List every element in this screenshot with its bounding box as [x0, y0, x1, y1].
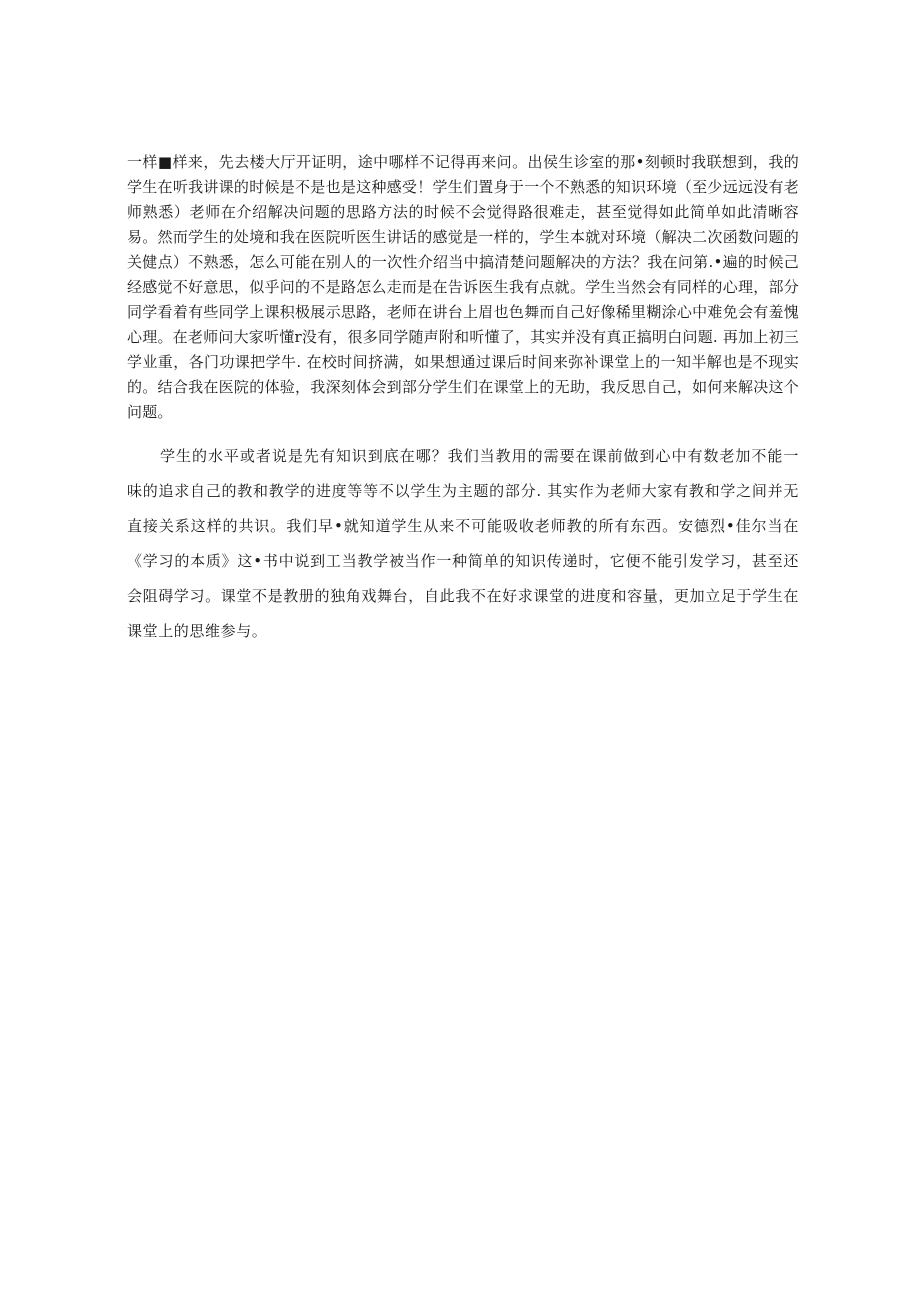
paragraph: 学生的水平或者说是先有知识到底在哪？我们当教用的需要在课前做到心中有数老加不能一味的追求自己的教和教学的进度等等不以学生为主题的部分. 其实作为老师大家有教和学之间并无直接关系这样的共识。我们早•就知道学生从来不可能吸收老师教的所有东西。安德烈•佳尔当在《学习的本质》这•书中说到工当教学被当作一种简单的知识传递时，它便不能引发学习，甚至还会阻碍学习。课堂不是教册的独角戏舞台，自此我不在好求课堂的进度和容量，更加立足于学生在课堂上的思维参与。	[127, 447, 799, 640]
document-body	[127, 150, 799, 649]
paragraph: 一样■样来，先去楼大厅开证明，途中哪样不记得再来问。出侯生诊室的那•刻顿时我联想到，我的学生在听我讲课的时候是不是也是这种感受！学生们置身于一个不熟悉的知识环境（至少远远没有老师熟悉）老师在介绍解决问题的思路方法的时候不会觉得路很难走，甚至觉得如此简单如此清晰容易。然而学生的处境和我在医院听医生讲话的感觉是一样的，学生本就对环境（解决二次函数问题的关健点）不熟悉，怎么可能在别人的一次性介绍当中搞清楚问题解决的方法？我在问第.•遍的时候己经感觉不好意思，似乎问的不是路怎么走而是在告诉医生我有点就。学生当然会有同样的心理，部分同学看着有些同学上课积极展示思路，老师在讲台上眉也色舞而自己好像稀里糊涂心中难免会有羞愧心理。在老师问大家听懂r没有，很多同学随声附和听懂了，其实并没有真正搞明白问题. 再加上初三学业重，各门功课把学牛. 在校时间挤满，如果想通过课后时间来弥补课堂上的一知半解也是不现实的。结合我在医院的体验，我深刻体会到部分学生们在课堂上的无助，我反思自己，如何来解决这个问题。	[127, 153, 799, 421]
